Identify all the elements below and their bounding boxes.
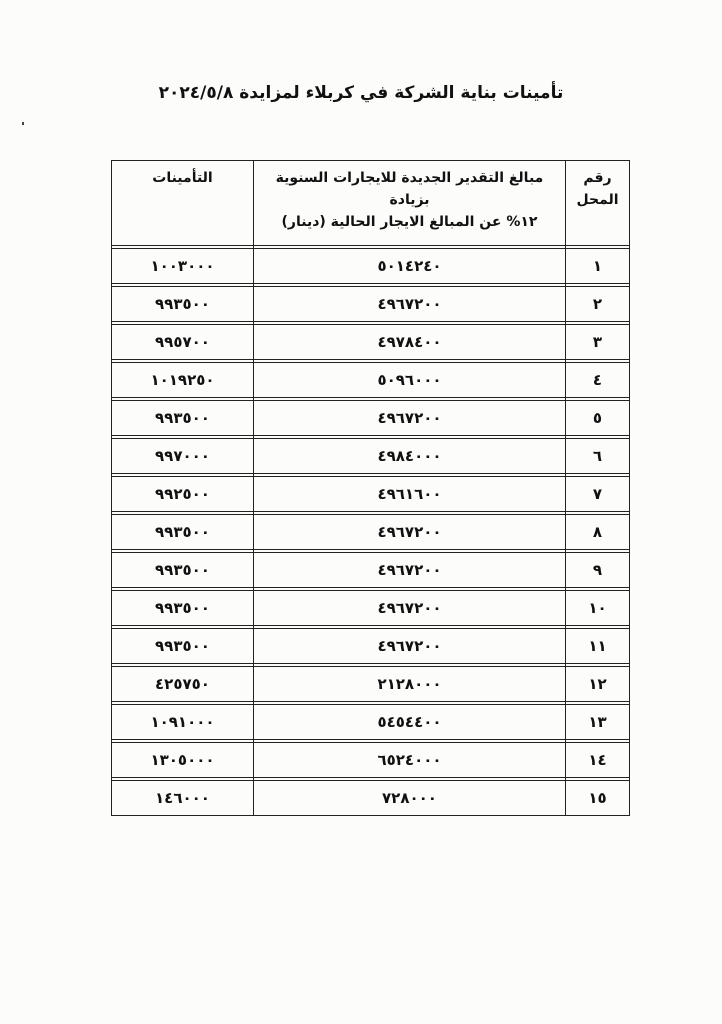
scan-speck xyxy=(22,122,24,125)
table-row xyxy=(112,439,630,474)
cell-insurance: ٩٩٣٥٠٠ xyxy=(112,591,254,626)
page-title: تأمينات بناية الشركة في كربلاء لمزايدة ٢٠٢٤/٥/٨ xyxy=(158,83,564,103)
cell-estimate: ٤٩٦٧٢٠٠ xyxy=(254,515,566,550)
header-shop-number-line1: رقم xyxy=(583,170,612,186)
table-row xyxy=(112,591,630,626)
header-shop-number xyxy=(566,161,630,246)
cell-estimate: ٤٩٦٧٢٠٠ xyxy=(254,591,566,626)
cell-estimate: ٥٠١٤٢٤٠ xyxy=(254,249,566,284)
header-estimate-line1: مبالغ التقدير الجديدة للايجارات السنوية بزيادة xyxy=(275,170,544,208)
header-estimate xyxy=(254,161,566,246)
cell-estimate: ٢١٢٨٠٠٠ xyxy=(254,667,566,702)
cell-insurance: ٩٩٢٥٠٠ xyxy=(112,477,254,512)
table-row xyxy=(112,743,630,778)
cell-estimate: ٧٢٨٠٠٠ xyxy=(254,781,566,816)
cell-shop-number: ٨ xyxy=(566,515,630,550)
cell-shop-number: ١٣ xyxy=(566,705,630,740)
cell-estimate: ٤٩٦١٦٠٠ xyxy=(254,477,566,512)
cell-insurance: ٩٩٧٠٠٠ xyxy=(112,439,254,474)
cell-estimate: ٤٩٦٧٢٠٠ xyxy=(254,287,566,322)
table-row xyxy=(112,781,630,816)
table-row xyxy=(112,401,630,436)
header-estimate-line2: ١٢% عن المبالغ الايجار الحالية (دينار) xyxy=(281,214,538,230)
table-row xyxy=(112,515,630,550)
table-row xyxy=(112,553,630,588)
cell-estimate: ٤٩٨٤٠٠٠ xyxy=(254,439,566,474)
cell-shop-number: ٦ xyxy=(566,439,630,474)
table-row xyxy=(112,477,630,512)
cell-estimate: ٤٩٦٧٢٠٠ xyxy=(254,401,566,436)
insurance-table xyxy=(111,160,630,816)
table-row xyxy=(112,325,630,360)
cell-insurance: ٩٩٥٧٠٠ xyxy=(112,325,254,360)
cell-insurance: ٩٩٣٥٠٠ xyxy=(112,401,254,436)
cell-insurance: ١٠١٩٢٥٠ xyxy=(112,363,254,398)
cell-insurance: ١٤٦٠٠٠ xyxy=(112,781,254,816)
table-header-row xyxy=(112,161,630,246)
table-row xyxy=(112,287,630,322)
cell-shop-number: ١٥ xyxy=(566,781,630,816)
cell-shop-number: ٧ xyxy=(566,477,630,512)
cell-estimate: ٥٠٩٦٠٠٠ xyxy=(254,363,566,398)
table-row xyxy=(112,363,630,398)
cell-insurance: ٩٩٣٥٠٠ xyxy=(112,629,254,664)
cell-estimate: ٦٥٢٤٠٠٠ xyxy=(254,743,566,778)
cell-shop-number: ١٠ xyxy=(566,591,630,626)
cell-estimate: ٥٤٥٤٤٠٠ xyxy=(254,705,566,740)
cell-shop-number: ٤ xyxy=(566,363,630,398)
cell-shop-number: ١٤ xyxy=(566,743,630,778)
table-row xyxy=(112,705,630,740)
cell-insurance: ٤٢٥٧٥٠ xyxy=(112,667,254,702)
cell-shop-number: ١٢ xyxy=(566,667,630,702)
cell-shop-number: ٥ xyxy=(566,401,630,436)
cell-insurance: ٩٩٣٥٠٠ xyxy=(112,287,254,322)
cell-insurance: ٩٩٣٥٠٠ xyxy=(112,553,254,588)
table-body xyxy=(112,246,630,816)
cell-shop-number: ٢ xyxy=(566,287,630,322)
cell-estimate: ٤٩٦٧٢٠٠ xyxy=(254,553,566,588)
cell-insurance: ١٣٠٥٠٠٠ xyxy=(112,743,254,778)
cell-insurance: ٩٩٣٥٠٠ xyxy=(112,515,254,550)
table-row xyxy=(112,629,630,664)
cell-shop-number: ١١ xyxy=(566,629,630,664)
cell-shop-number: ٣ xyxy=(566,325,630,360)
header-shop-number-line2: المحل xyxy=(576,192,619,208)
cell-insurance: ١٠٩١٠٠٠ xyxy=(112,705,254,740)
cell-insurance: ١٠٠٣٠٠٠ xyxy=(112,249,254,284)
cell-shop-number: ١ xyxy=(566,249,630,284)
table-row xyxy=(112,667,630,702)
header-insurance: التأمينات xyxy=(112,161,254,246)
table-row xyxy=(112,249,630,284)
cell-shop-number: ٩ xyxy=(566,553,630,588)
cell-estimate: ٤٩٦٧٢٠٠ xyxy=(254,629,566,664)
cell-estimate: ٤٩٧٨٤٠٠ xyxy=(254,325,566,360)
